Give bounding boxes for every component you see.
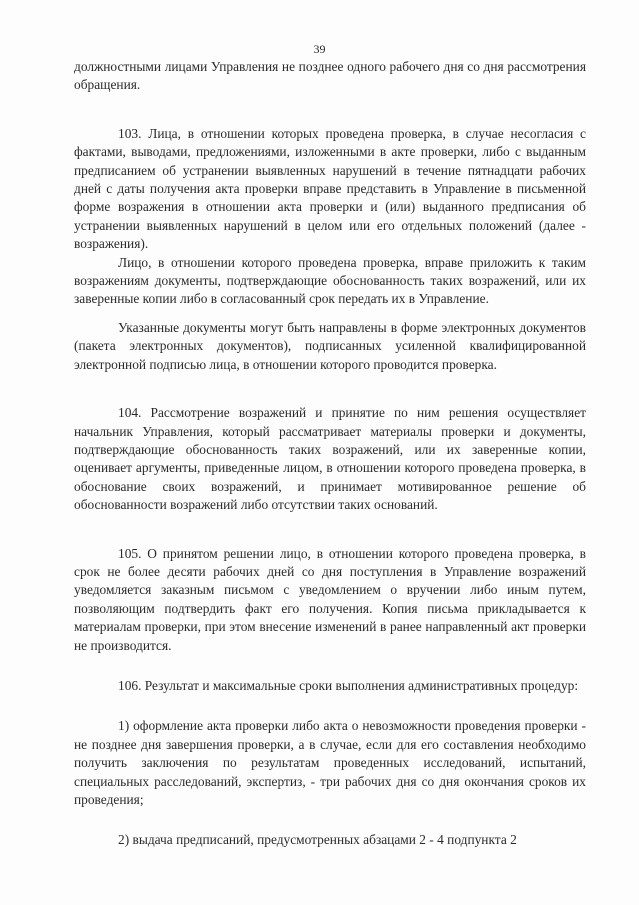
paragraph-105: 105. О принятом решении лицо, в отношении которого проведена проверка, в срок не более десяти рабочих дней со дня поступления в Управление возражений уведомляется заказным письмом с уведомлением о вручении либо иным путем, позволяющим подтвердить факт его получения. Копия письма прикладывается к материалам проверки, при этом внесение изменений в ранее направленный акт проверки не производится.: [74, 545, 586, 653]
paragraph-104: 104. Рассмотрение возражений и принятие по ним решения осуществляет начальник Управления, который рассматривает материалы проверки и документы, подтверждающие обоснованность таких возражений, или их заверенные копии, оценивает аргументы, приведенные лицом, в отношении которого проведена проверка, в обоснование своих возражений, и принимает мотивированное решение об обоснованности возражений либо отсутствии таких оснований.: [74, 405, 586, 513]
document-body: [74, 58, 586, 850]
paragraph-103-electronic: Указанные документы могут быть направлены в форме электронных документов (пакета электронных документов), подписанных усиленной квалифицированной электронной подписью лица, в отношении которого проводится проверка.: [74, 319, 586, 372]
paragraph-continuation: должностными лицами Управления не позднее одного рабочего дня со дня рассмотрения обращения.: [74, 59, 586, 93]
page-number: 39: [313, 42, 326, 56]
paragraph-106-item-1: 1) оформление акта проверки либо акта о невозможности проведения проверки - не позднее дня завершения проверки, а в случае, если для его составления необходимо получить заключения по результатам проведенных исследований, испытаний, специальных расследований, экспертиз, - три рабочих дня со дня окончания сроков их проведения;: [74, 718, 586, 807]
paragraph-103: 103. Лица, в отношении которых проведена проверка, в случае несогласия с фактами, выводами, предложениями, изложенными в акте проверки, либо с выданным предписанием об устранении выявленных нарушений в течение пятнадцати рабочих дней с даты получения акта проверки вправе представить в Управление в письменной форме возражения в отношении акта проверки и (или) выданного предписания об устранении выявленных нарушений в целом или его отдельных положений (далее - возражения).: [74, 125, 586, 252]
paragraph-103-attachments: Лицо, в отношении которого проведена проверка, вправе приложить к таким возражениям документы, подтверждающие обоснованность таких возражений, или их заверенные копии либо в согласованный срок передать их в Управление.: [74, 254, 586, 307]
paragraph-106: 106. Результат и максимальные сроки выполнения административных процедур:: [118, 677, 579, 693]
paragraph-106-item-2: 2) выдача предписаний, предусмотренных абзацами 2 - 4 подпункта 2: [118, 832, 517, 848]
